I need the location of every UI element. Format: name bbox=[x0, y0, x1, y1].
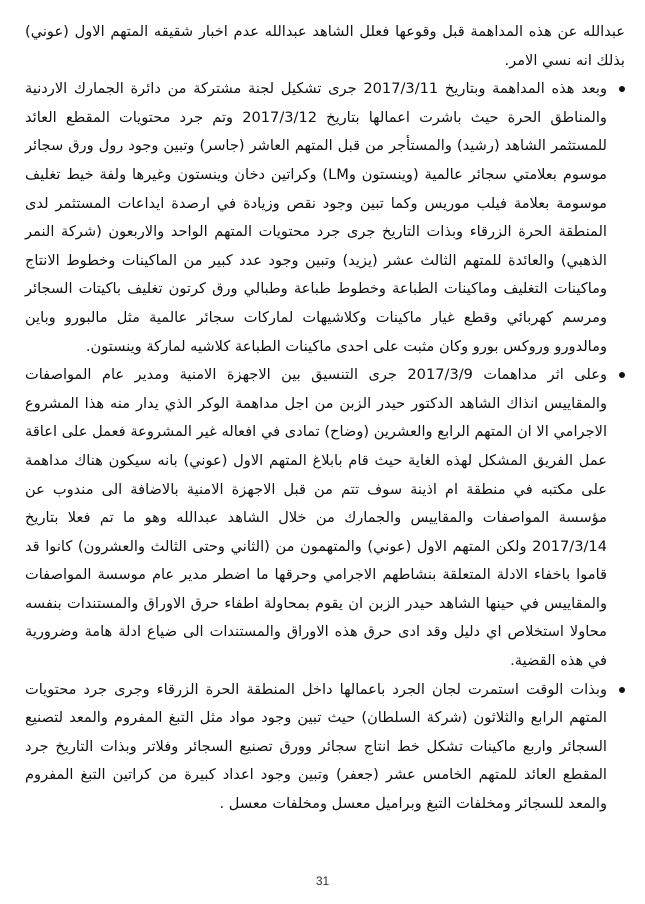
bullet-dot-icon bbox=[619, 372, 625, 378]
bullet-text: وبذات الوقت استمرت لجان الجرد باعمالها داخل المنطقة الحرة الزرقاء وجرى جرد محتويات المتهم الرابع والثلاثون (شركة السلطان) حيث تبين وجود مواد مثل التبغ المفروم والمعد لتصنيع السجائر واربع ماكينات تشكل خط انتاج سجائر وورق تصنيع السجائر وفلاتر وبذات التاريخ جرد المقطع العائد للمتهم الخامس عشر (جعفر) وتبين وجود اعداد كبيرة من كراتين التبغ المفروم والمعد للسجائر ومخلفات التبغ وبراميل معسل ومخلفات معسل . bbox=[25, 680, 607, 813]
bullet-text: وعلى اثر مداهمات 2017/3/9 جرى التنسيق بين الاجهزة الامنية ومدير عام المواصفات والمقاييس انذاك الشاهد الدكتور حيدر الزبن من اجل مداهمة الوكر الذي يدار منه هذا المشروع الاجرامي الا ان المتهم الرابع والعشرين (وضاح) تمادى في افعاله غير المشروعة فعمل على اعاقة عمل الفريق المشكل لهذه الغاية حيث قام بابلاغ المتهم الاول (عوني) بانه سيكون هناك مداهمة على مكتبه في منطقة ام اذينة سوف تتم من قبل الاجهزة الامنية بالاضافة الى مندوب عن مؤسسة المواصفات والمقاييس والجمارك من خلال الشاهد عبدالله وهو ما تم فعلا بتاريخ 2017/3/14 ولكن المتهم الاول (عوني) والمتهمون من (الثاني وحتى الثالث والعشرون) كانوا قد قاموا باخفاء الادلة المتعلقة بنشاطهم الاجرامي وحرقها ما اضطر مدير عام موسسة المواصفات والمقاييس في حينها الشاهد حيدر الزبن ان يقوم بمحاولة اطفاء حرق الاوراق والمستندات بنفسه محاولا استخلاص اي دليل وقد ادى حرق هذه الاوراق والمستندات الى ضياع ادلة هامة وضرورية في هذه القضية. bbox=[25, 366, 607, 670]
bullet-dot-icon bbox=[619, 687, 625, 693]
bullet-dot-icon bbox=[619, 86, 625, 92]
intro-paragraph: عبدالله عن هذه المداهمة قبل وقوعها فعلل الشاهد عبدالله عدم اخبار شقيقه المتهم الاول (عوني) بذلك انه نسي الامر. bbox=[25, 23, 625, 69]
bullet-item bbox=[25, 75, 625, 361]
document-page bbox=[25, 18, 625, 819]
bullet-item bbox=[25, 361, 625, 676]
bullet-text: وبعد هذه المداهمة وبتاريخ 2017/3/11 جرى تشكيل لجنة مشتركة من دائرة الجمارك الاردنية والمناطق الحرة حيث باشرت اعمالها بتاريخ 2017/3/12 وتم جرد محتويات المقطع العائد للمستثمر الشاهد (رشيد) والمستأجر من قبل المتهم العاشر (جاسر) وتبين وجود رول ورق سجائر موسوم بعلامتي سجائر عالمية (وينستون وLM) وكراتين دخان وينستون وغيرها ولفة خيط تغليف موسومة بعلامة فيلب موريس وكما تبين وجود نقص وزيادة في ارصدة ايداعات المستثمر لدى المنطقة الحرة الزرقاء وبذات التاريخ جرى جرد محتويات المتهم الواحد والاربعون (شركة النمر الذهبي) والعائدة للمتهم الثالث عشر (يزيد) وتبين وجود عدد كبير من الماكينات وخطوط الانتاج وماكينات التغليف وماكينات الطباعة وخطوط طباعة وطبالي ورق كرتون تغليف باكيتات السجائر ومرسم كهربائي وقطع غيار ماكينات وكلاشيهات لماركات سجائر عالمية مثل مالبورو وباين ومالدورو وروكس بورو وكان مثبت على احدى ماكينات الطباعة كلاشيه لماركة وينستون. bbox=[25, 80, 607, 355]
bullet-list bbox=[25, 75, 625, 818]
page-number: 31 bbox=[315, 874, 330, 888]
bullet-item bbox=[25, 676, 625, 819]
